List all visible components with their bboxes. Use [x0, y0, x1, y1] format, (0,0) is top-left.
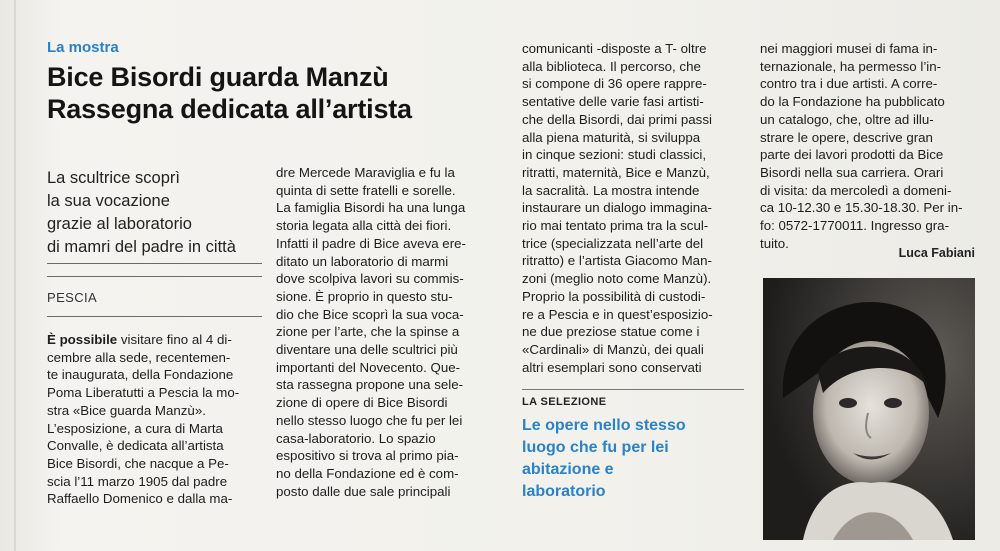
body-line: ca 10-12.30 e 15.30-18.30. Per in- — [760, 200, 963, 216]
body-line: dre Mercede Maraviglia e fu la — [276, 165, 455, 180]
body-line: alla piena maturità, si sviluppa — [522, 129, 701, 145]
body-line: È possibile visitare fino al 4 di- — [47, 332, 232, 347]
article-column-1 — [47, 331, 263, 508]
lead-in: È possibile — [47, 332, 118, 347]
body-line: strare le opere, descrive gran — [760, 129, 933, 145]
body-line: ritratto) e l’artista Giacomo Man- — [522, 253, 712, 269]
body-line: che della Bisordi, dai primi passi — [522, 111, 712, 127]
body-line: L’esposizione, a cura di Marta — [47, 420, 223, 436]
portrait-illustration — [763, 278, 975, 540]
body-line: ditato un laboratorio di marmi — [276, 253, 449, 269]
divider — [47, 316, 262, 317]
body-line: nei maggiori musei di fama in- — [760, 41, 938, 56]
body-line: Bice Bisordi, che nacque a Pe- — [47, 455, 229, 471]
body-line: zione per l’arte, che la spinse a — [276, 324, 460, 340]
body-line: trice (specializzata nell’arte del — [522, 235, 704, 251]
body-line: diventare una delle scultrici più — [276, 342, 458, 358]
body-line: altri esemplari sono conservati — [522, 359, 702, 375]
body-line: rio mai tentato prima tra la scul- — [522, 218, 709, 234]
body-line: Proprio la possibilità di custodi- — [522, 288, 706, 304]
body-line: Raffaello Domenico e dalla ma- — [47, 491, 233, 507]
body-line: tuito. — [760, 235, 789, 251]
body-line: la sacralità. La mostra intende — [522, 182, 700, 198]
divider — [47, 276, 262, 277]
body-line: ne due preziose statue come i — [522, 324, 700, 340]
pull-quote-line: abitazione e — [522, 461, 614, 478]
divider — [47, 263, 262, 264]
subhead-line: grazie al laboratorio — [47, 215, 192, 233]
article-column-3 — [522, 40, 744, 376]
body-line: in cinque sezioni: studi classici, — [522, 147, 707, 163]
body-line: te inaugurata, della Fondazione — [47, 367, 234, 383]
pull-quote-line: luogo che fu per lei — [522, 439, 669, 456]
body-line: sta rassegna propone una sele- — [276, 377, 464, 393]
body-line: Bisordi nella sua carriera. Orari — [760, 164, 944, 180]
body-line: comunicanti -disposte a T- oltre — [522, 41, 707, 56]
body-line: importanti del Novecento. Que- — [276, 359, 461, 375]
body-line: ternazionale, ha permesso l’in- — [760, 58, 942, 74]
body-line: Infatti il padre di Bice aveva ere- — [276, 235, 466, 251]
body-line: zoni (meglio noto come Manzù). — [522, 271, 712, 287]
selection-label: LA SELEZIONE — [522, 396, 607, 408]
headline-line-1: Bice Bisordi guarda Manzù — [47, 62, 389, 92]
body-line: dove scolpiva lavori su commis- — [276, 271, 464, 287]
body-line: contro tra i due artisti. A corre- — [760, 76, 938, 92]
subhead-line: di mamri del padre in città — [47, 238, 236, 256]
body-line: fo: 0572-1770011. Ingresso gra- — [760, 218, 949, 234]
body-line: ritratti, maternità, Bice e Manzù, — [522, 164, 710, 180]
section-kicker: La mostra — [47, 39, 119, 56]
body-line: un catalogo, che, oltre ad illu- — [760, 111, 934, 127]
body-line: scia l’11 marzo 1905 dal padre — [47, 473, 228, 489]
body-line: casa-laboratorio. Lo spazio — [276, 430, 436, 446]
body-line: stra «Bice guarda Manzù». — [47, 402, 206, 418]
headline — [47, 61, 497, 125]
pull-quote-line: Le opere nello stesso — [522, 417, 686, 434]
body-line: Poma Liberatutti a Pescia la mo- — [47, 385, 240, 401]
body-line: storia legata alla città dei fiori. — [276, 218, 452, 234]
selection-divider — [522, 389, 744, 390]
body-line: sentative delle varie fasi artisti- — [522, 94, 704, 110]
page-fold — [14, 0, 16, 551]
body-line: nello stesso luogo che fu per lei — [276, 412, 463, 428]
portrait-photo — [763, 278, 975, 540]
pull-quote — [522, 415, 747, 503]
body-line: parte dei lavori prodotti da Bice — [760, 147, 944, 163]
body-line: dio che Bice scoprì la sua voca- — [276, 306, 464, 322]
headline-line-2: Rassegna dedicata all’artista — [47, 94, 412, 124]
body-line: La famiglia Bisordi ha una lunga — [276, 200, 466, 216]
body-line: quinta di sette fratelli e sorelle. — [276, 182, 456, 198]
body-line: di visita: da mercoledì a domeni- — [760, 182, 952, 198]
body-line: espositivo si trova al primo pia- — [276, 448, 459, 464]
body-line: no della Fondazione ed è com- — [276, 465, 459, 481]
body-line: do la Fondazione ha pubblicato — [760, 94, 945, 110]
author-byline: Luca Fabiani — [898, 246, 975, 260]
body-line: alla biblioteca. Il percorso, che — [522, 58, 701, 74]
body-line: «Cardinali» di Manzù, dei quali — [522, 341, 704, 357]
body-line: re a Pescia e in quest’esposizio- — [522, 306, 713, 322]
subheadline — [47, 167, 267, 259]
body-line: si compone di 36 opere rappre- — [522, 76, 707, 92]
article-column-4 — [760, 40, 975, 252]
subhead-line: la sua vocazione — [47, 192, 170, 210]
article-column-2 — [276, 164, 498, 500]
dateline-place: PESCIA — [47, 290, 98, 305]
body-line: Convalle, è dedicata all’artista — [47, 438, 224, 454]
body-line: posto dalle due sale principali — [276, 483, 451, 499]
subhead-line: La scultrice scoprì — [47, 169, 180, 187]
body-line: cembre alla sede, recentemen- — [47, 349, 231, 365]
pull-quote-line: laboratorio — [522, 483, 606, 500]
body-line: zione di opere di Bice Bisordi — [276, 395, 448, 411]
body-line: instaurare un dialogo immagina- — [522, 200, 712, 216]
body-line: sione. È proprio in questo stu- — [276, 288, 453, 304]
